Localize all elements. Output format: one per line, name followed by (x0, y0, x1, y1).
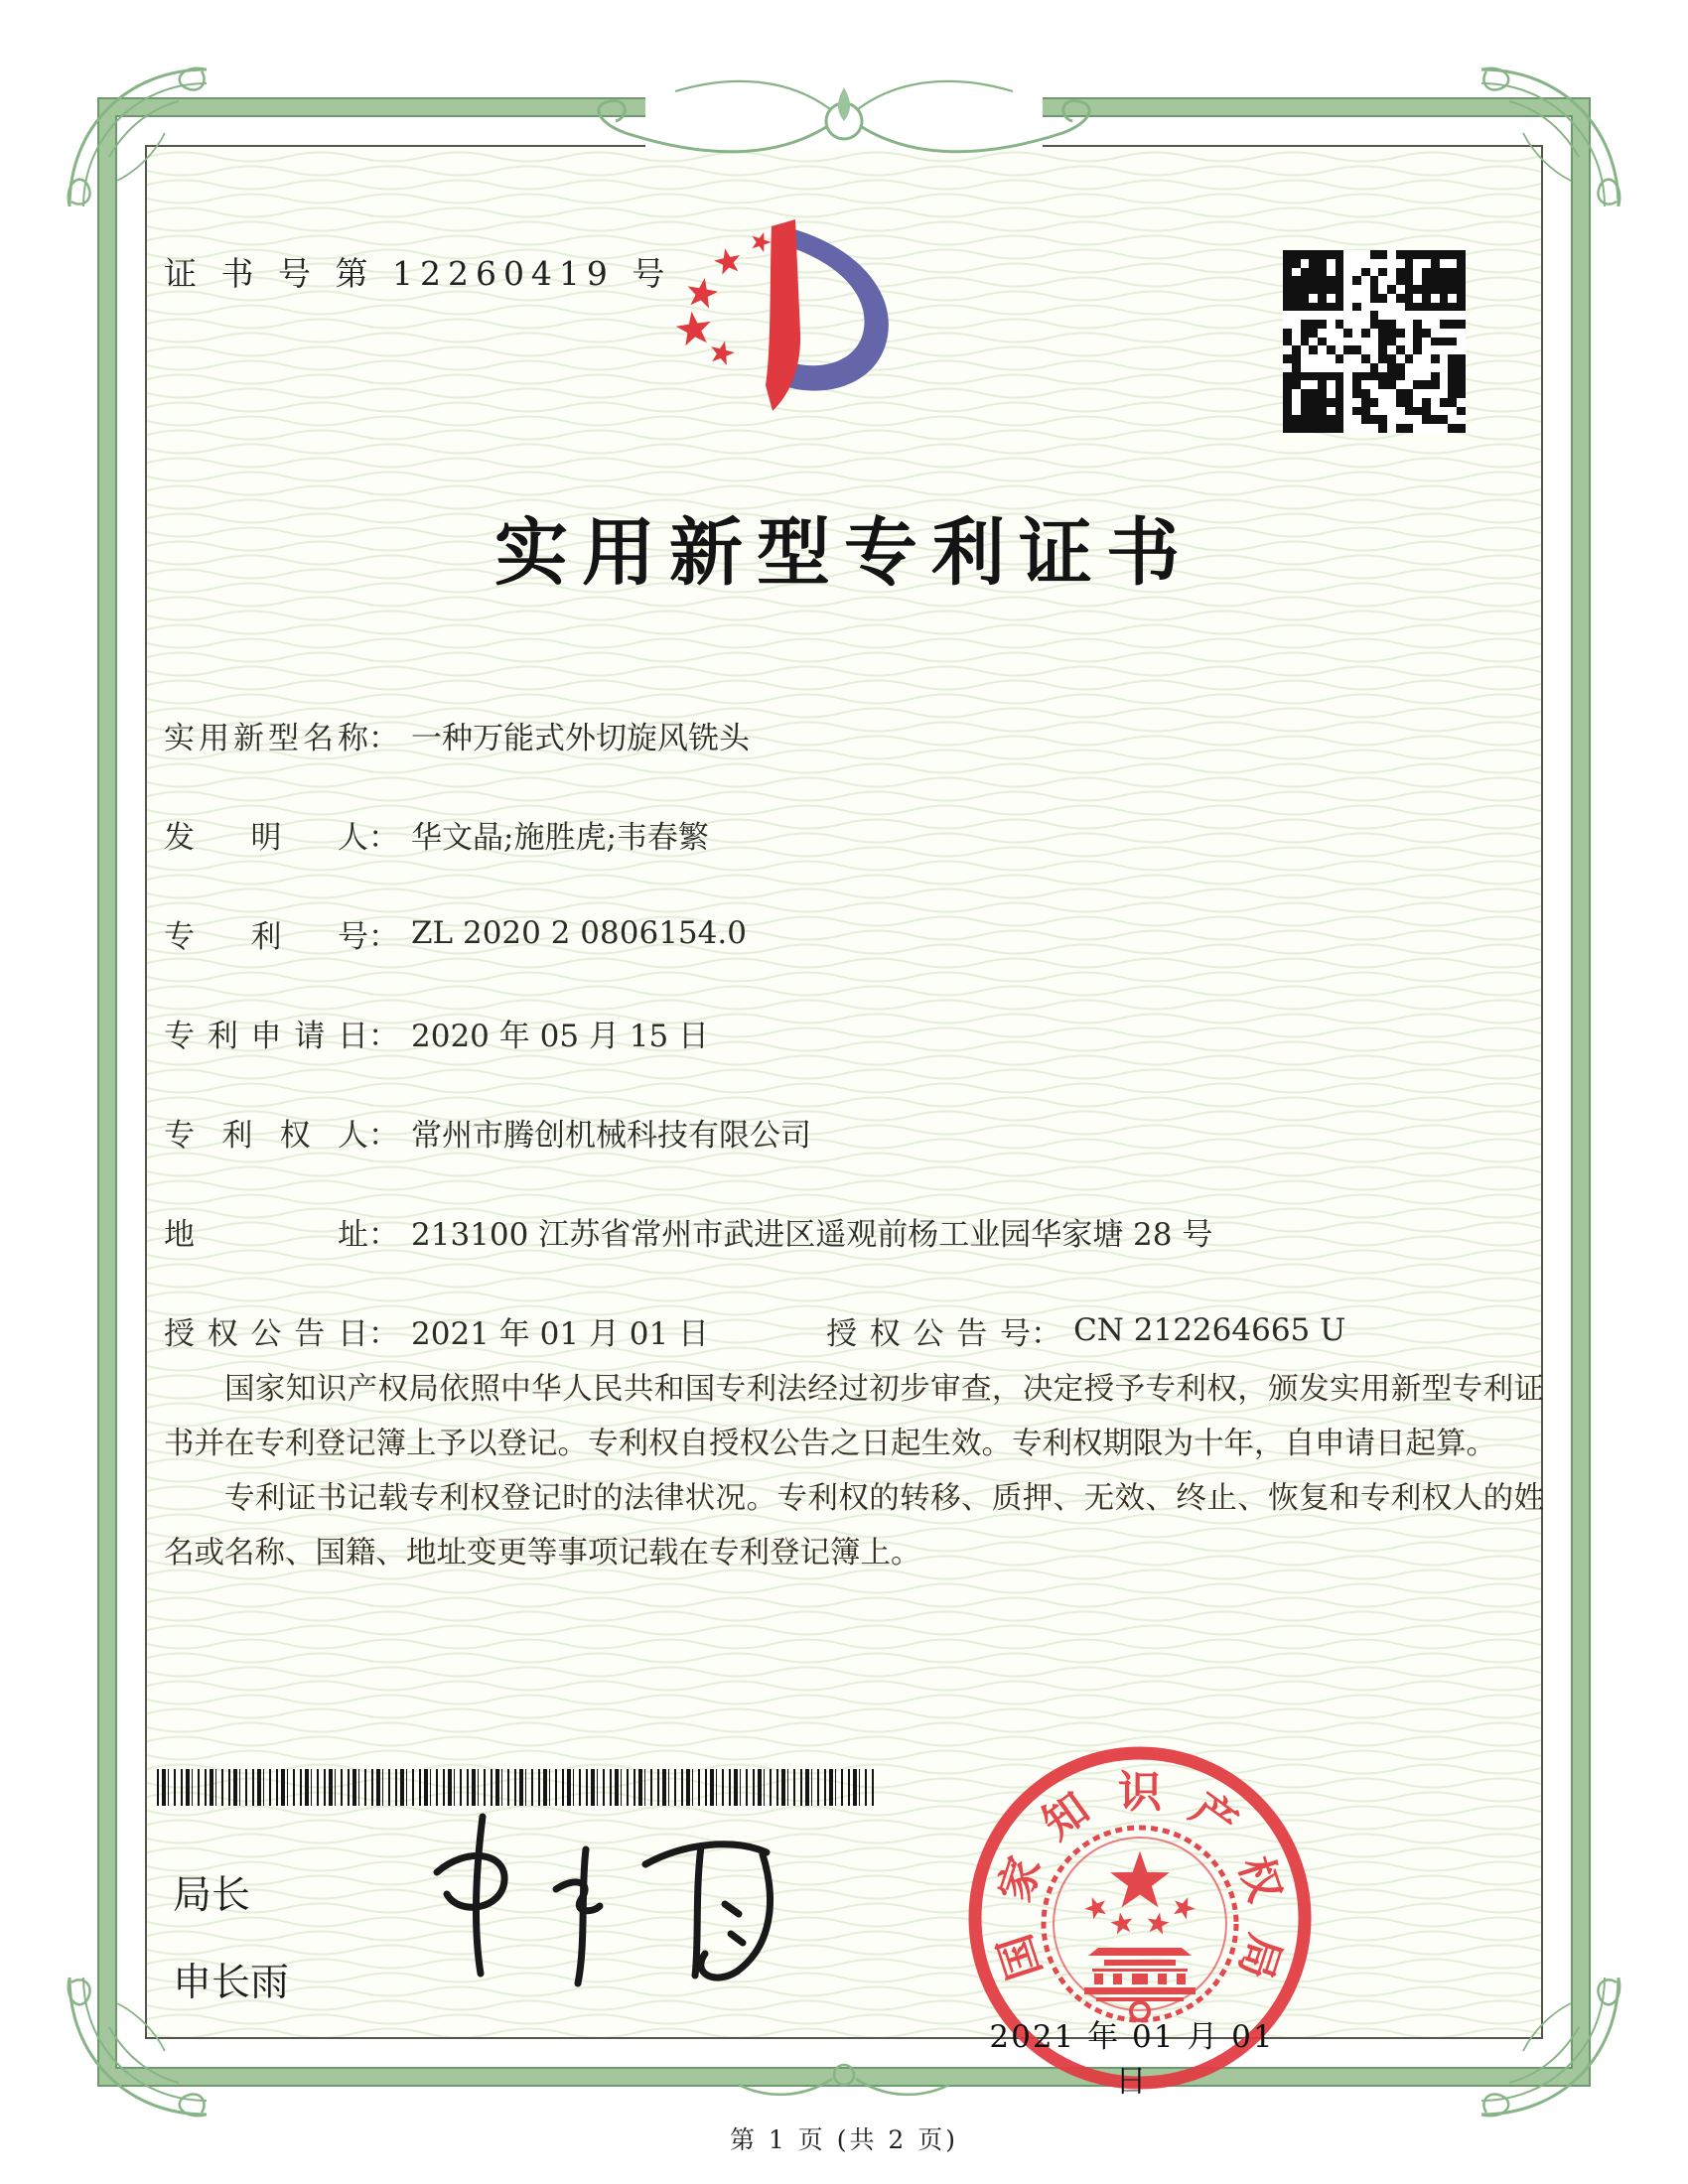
field-utility-model-name (164, 685, 1544, 784)
field-label: 实用新型名称 (164, 720, 368, 756)
director-signature (397, 1795, 824, 2003)
field-value: 2021 年 01 月 01 日 (411, 1315, 710, 1352)
field-label: 发明人 (164, 819, 368, 856)
svg-text:家: 家 (989, 1850, 1052, 1908)
svg-text:国: 国 (989, 1928, 1052, 1985)
logo-stars (674, 229, 774, 366)
qr-code (1283, 250, 1466, 433)
field-value: ZL 2020 2 0806154.0 (411, 915, 747, 951)
svg-text:权: 权 (1228, 1850, 1291, 1908)
colon: ： (368, 819, 399, 856)
colon: ： (368, 918, 399, 955)
field-address (164, 1181, 1544, 1281)
certificate-title: 实用新型专利证书 (494, 510, 1194, 596)
field-filing-date (164, 983, 1544, 1082)
field-value: 华文晶;施胜虎;韦春繁 (411, 819, 709, 856)
field-patent-number (164, 884, 1544, 983)
legal-paragraph-1: 国家知识产权局依照中华人民共和国专利法经过初步审查，决定授予专利权，颁发实用新型专利证书并在专利登记簿上予以登记。专利权自授权公告之日起生效。专利权期限为十年，自申请日起算。 (164, 1372, 1544, 1461)
corner-flourish-top-left (58, 58, 216, 216)
national-emblem (1044, 1828, 1236, 2020)
field-inventors (164, 784, 1544, 884)
certificate-number: 证 书 号 第 12260419 号 (164, 254, 672, 293)
signatory-name: 申长雨 (173, 1962, 290, 2004)
field-label: 专利号 (164, 918, 368, 955)
page-number-footer: 第 1 页 (共 2 页) (729, 2125, 959, 2154)
legal-text (164, 1362, 1544, 1580)
field-label: 授权公告号 (826, 1315, 1032, 1352)
field-label: 专利申请日 (164, 1018, 368, 1054)
border-ornament-top (566, 62, 1122, 181)
colon: ： (368, 1018, 399, 1054)
cnipa-logo (660, 216, 914, 435)
colon: ： (368, 1315, 399, 1352)
field-value: 常州市腾创机械科技有限公司 (411, 1117, 811, 1154)
colon: ： (368, 1117, 399, 1154)
svg-text:局: 局 (1228, 1928, 1291, 1985)
field-value: 一种万能式外切旋风铣头 (411, 720, 750, 756)
seal-date: 2021 年 01 月 01 日 (989, 2019, 1275, 2100)
field-list (164, 685, 1544, 1380)
legal-paragraph-2: 专利证书记载专利权登记时的法律状况。专利权的转移、质押、无效、终止、恢复和专利权人的姓名或名称、国籍、地址变更等事项记载在专利登记簿上。 (164, 1481, 1544, 1570)
field-label: 专利权人 (164, 1117, 368, 1154)
corner-flourish-bottom-right (1472, 1968, 1630, 2126)
field-label: 授权公告日 (164, 1315, 368, 1352)
field-value: 2020 年 05 月 15 日 (411, 1018, 710, 1054)
colon: ： (368, 720, 399, 756)
svg-text:产: 产 (1181, 1783, 1247, 1850)
corner-flourish-top-right (1472, 58, 1630, 216)
signatory-title: 局长 (173, 1874, 251, 1917)
field-label: 地址 (164, 1216, 368, 1253)
svg-text:知: 知 (1033, 1783, 1099, 1850)
field-patentee (164, 1082, 1544, 1181)
colon: ： (1031, 1315, 1062, 1352)
field-value: 213100 江苏省常州市武进区遥观前杨工业园华家塘 28 号 (411, 1216, 1213, 1253)
colon: ： (368, 1216, 399, 1253)
field-value: CN 212264665 U (1073, 1312, 1346, 1348)
border-ornament-bottom (715, 2041, 973, 2113)
svg-text:识: 识 (1118, 1767, 1162, 1818)
